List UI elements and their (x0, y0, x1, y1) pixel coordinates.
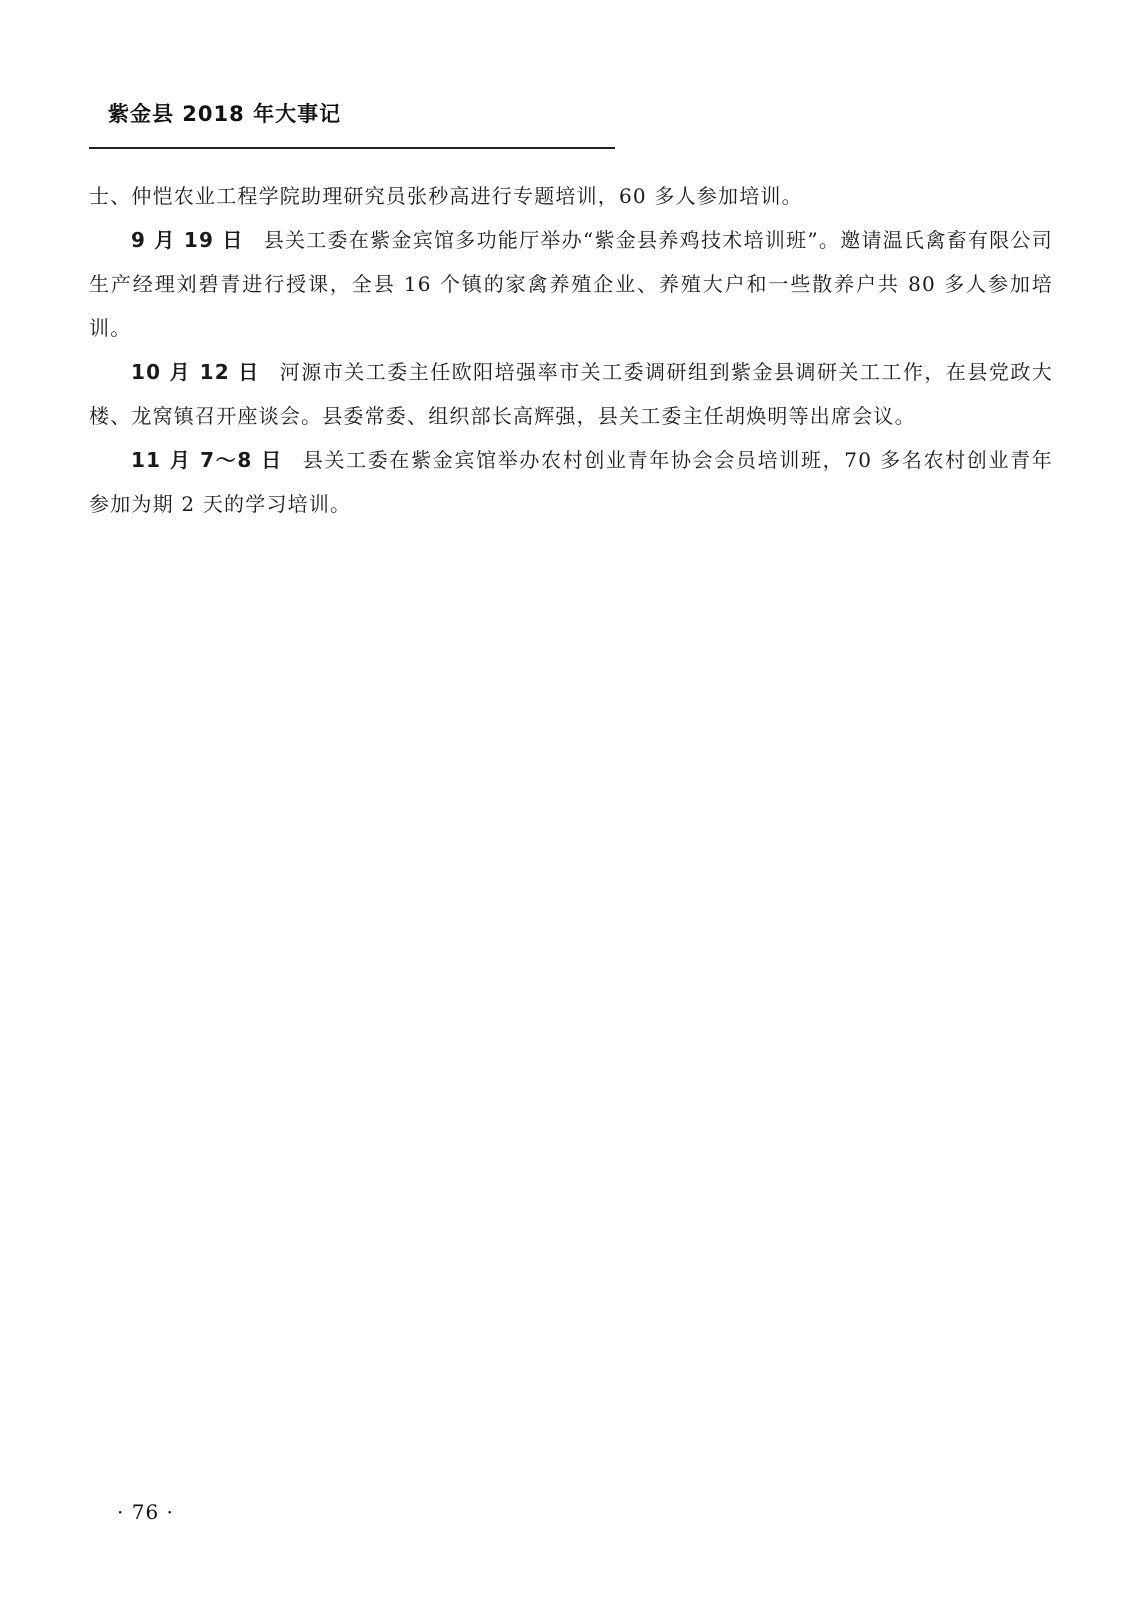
running-header: 紫金县 2018 年大事记 (108, 102, 342, 126)
event-date: 9 月 19 日 (131, 228, 244, 252)
event-text: 县关工委在紫金宾馆举办农村创业青年协会会员培训班，70 多名农村创业青年参加为期 2 天的学习培训。 (89, 448, 1053, 516)
event-date: 11 月 7～8 日 (131, 448, 283, 472)
continuation-paragraph: 士、仲恺农业工程学院助理研究员张秒高进行专题培训，60 多人参加培训。 (89, 184, 803, 208)
event-entry (89, 350, 1053, 438)
event-entry (89, 438, 1053, 526)
body-text (89, 174, 1053, 526)
event-text: 河源市关工委主任欧阳培强率市关工委调研组到紫金县调研关工工作，在县党政大楼、龙窝镇召开座谈会。县委常委、组织部长高辉强，县关工委主任胡焕明等出席会议。 (89, 360, 1054, 428)
page-number: · 76 · (117, 1500, 174, 1524)
event-entry (89, 218, 1053, 350)
event-date: 10 月 12 日 (131, 360, 260, 384)
event-text: 县关工委在紫金宾馆多功能厅举办“紫金县养鸡技术培训班”。邀请温氏禽畜有限公司生产经理刘碧青进行授课，全县 16 个镇的家禽养殖企业、养殖大户和一些散养户共 80 多人参加培训。 (89, 228, 1053, 340)
header-rule (89, 147, 615, 149)
